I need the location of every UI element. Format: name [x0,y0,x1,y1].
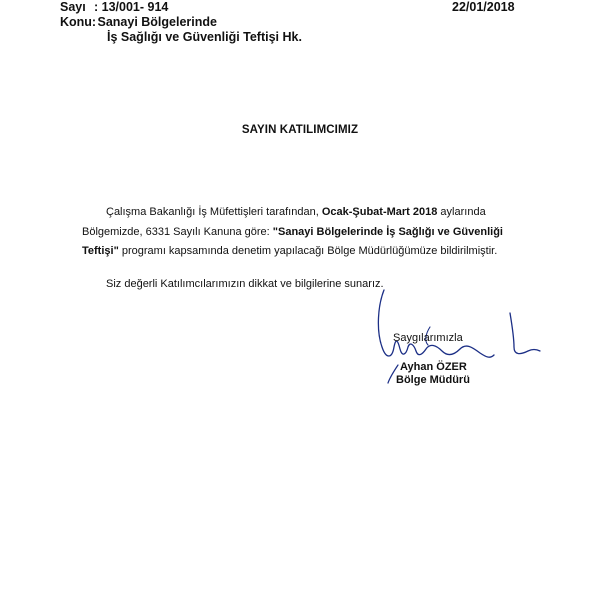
handwritten-signature [370,285,550,405]
subject-text-line1: Sanayi Bölgelerinde [97,15,217,29]
body-p1-text-3: programı kapsamında denetim yapılacağı Bölge Müdürlüğümüze bildirilmiştir. [118,245,498,257]
document-number [60,0,168,15]
document-date: 22/01/2018 [452,0,515,14]
letter-body [82,203,522,294]
signatory-title: Bölge Müdürü [396,374,470,386]
body-p1-bold-period: Ocak-Şubat-Mart 2018 [321,206,438,218]
document-number-label: Sayı [60,0,86,14]
letter-heading: SAYIN KATILIMCIMIZ [241,124,359,136]
body-p2-text: Siz değerli Katılımcılarımızın dikkat ve bilgilerine sunarız. [106,277,384,290]
closing-greeting: Saygılarımızla [393,332,463,344]
subject-line [60,15,217,30]
body-p1-text-1: Çalışma Bakanlığı İş Müfettişleri tarafından, [106,206,322,218]
document-number-value: : 13/001- 914 [94,0,169,14]
body-p1-bold-program: "Sanayi Bölgelerinde İş Sağlığı ve Güvenliği Teftişi" [82,225,503,257]
signatory-name: Ayhan ÖZER [400,361,467,373]
body-p1-text-2: aylarında Bölgemizde, 6331 Sayılı Kanuna göre: [82,206,486,238]
body-paragraph-1 [82,203,522,262]
subject-label: Konu: [60,15,97,29]
subject-text-line2: İş Sağlığı ve Güvenliği Teftişi Hk. [107,30,302,44]
